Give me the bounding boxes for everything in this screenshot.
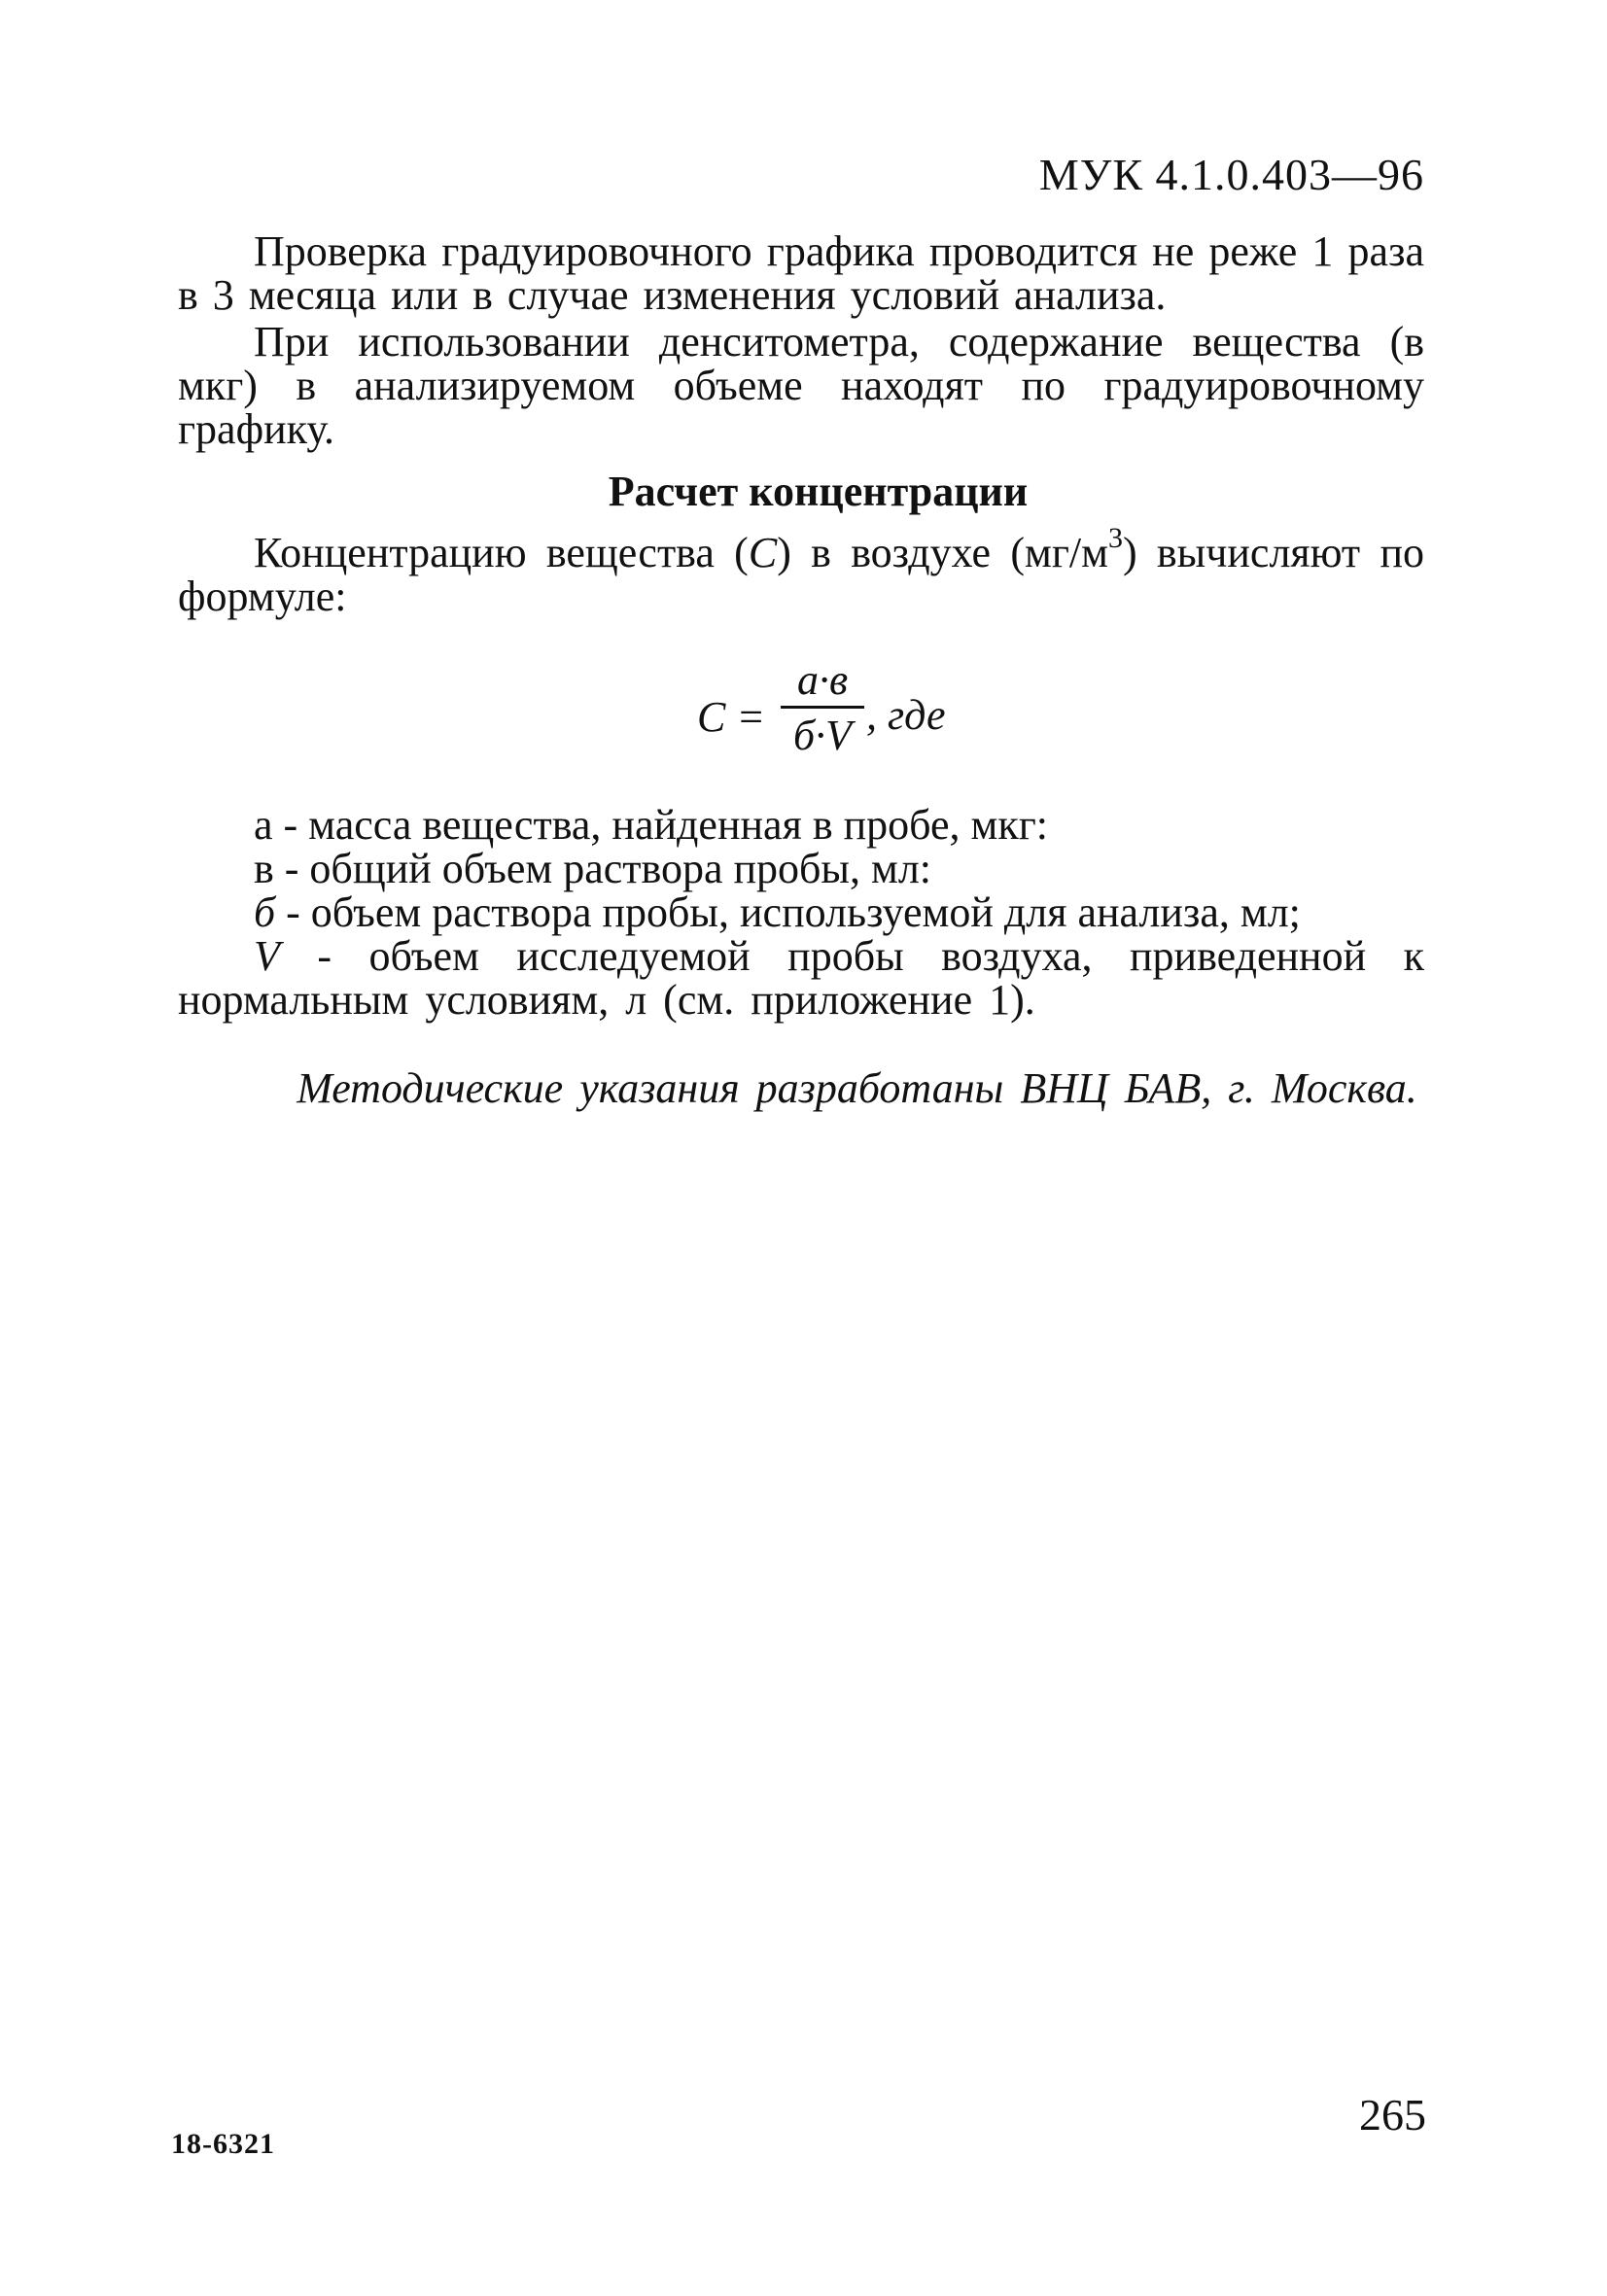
legend-item-v: в - общий объем раствора пробы, мл: [254, 845, 932, 892]
paragraph-densitometer [178, 320, 1424, 451]
legend-text-b: - объем раствора пробы, используемой для анализа, мл; [275, 888, 1301, 936]
intro-middle: ) в воздухе (мг/м [777, 529, 1108, 576]
page-number: 265 [1359, 2090, 1426, 2139]
legend-item-b [178, 890, 1424, 934]
fraction-bar [781, 706, 864, 709]
paragraph-text: При использовании денситометра, содержание вещества (в мкг) в анализируемом объеме находят по градуировочному графику. [178, 318, 1424, 453]
intro-superscript: 3 [1107, 522, 1123, 555]
paragraph-calibration-check [178, 229, 1424, 317]
legend-symbol-b: б [254, 888, 276, 936]
intro-after: ) вычисляют по формуле: [178, 529, 1424, 620]
print-code: 18-6321 [171, 2128, 275, 2160]
legend-text-volume: - объем исследуемой пробы воздуха, приведенной к нормальным условиям, л (см. приложение 1). [178, 932, 1424, 1024]
document-code: МУК 4.1.0.403—96 [1038, 150, 1424, 199]
intro-symbol: С [748, 529, 778, 576]
developer-credit: Методические указания разработаны ВНЦ БАВ, г. Москва. [297, 1064, 1417, 1112]
section-title: Расчет концентрации [608, 468, 1029, 515]
formula-numerator: а·в [796, 656, 849, 704]
legend-item-a: а - масса вещества, найденная в пробе, мкг: [254, 801, 1048, 849]
paragraph-text [178, 522, 1424, 620]
concentration-formula [697, 657, 989, 774]
legend-item-volume [178, 934, 1424, 1022]
paragraph-formula-intro [178, 522, 1424, 620]
formula-legend [178, 803, 1424, 1022]
formula-denominator: б·V [792, 712, 852, 759]
formula-fraction [781, 657, 864, 759]
formula-lhs: С = [697, 693, 766, 741]
formula-tail: , где [866, 691, 946, 739]
intro-before: Концентрацию вещества ( [254, 529, 749, 576]
paragraph-text: Проверка градуировочного графика проводится не реже 1 раза в 3 месяца или в случае изменения условий анализа. [178, 227, 1424, 319]
legend-symbol-volume: V [254, 932, 280, 980]
